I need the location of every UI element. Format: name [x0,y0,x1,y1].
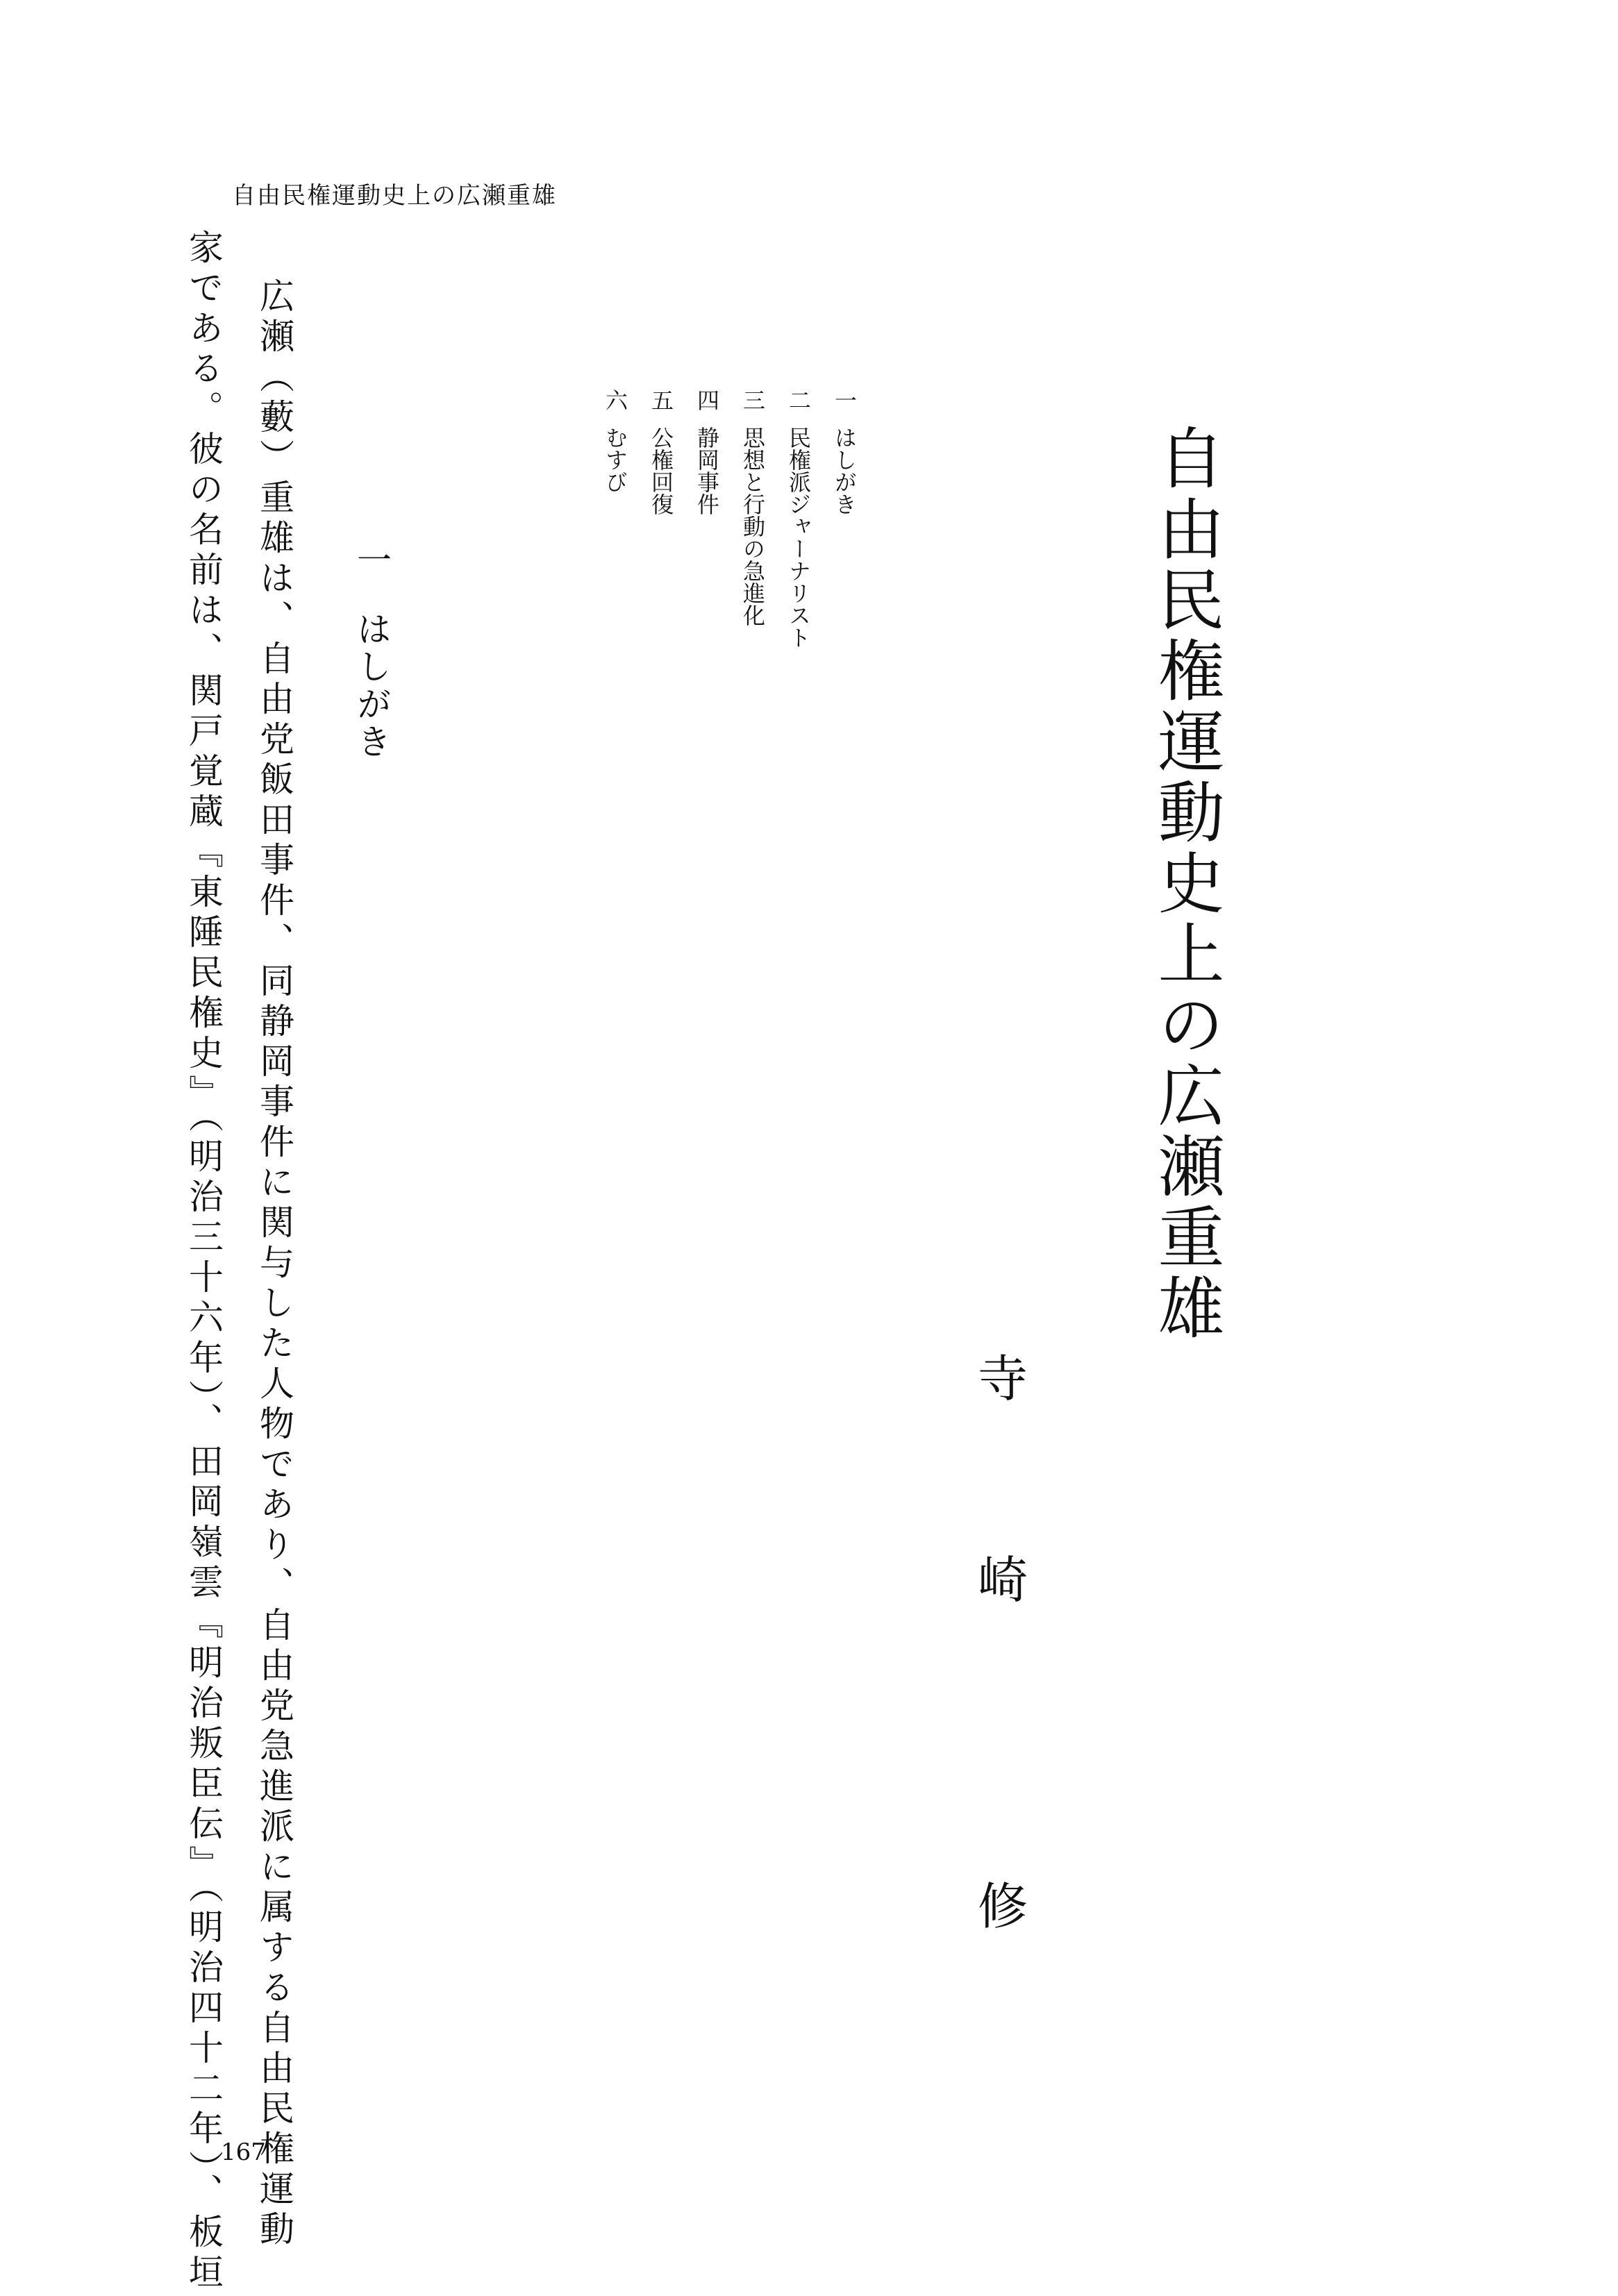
body-text-line: 家である。彼の名前は、関戸覚蔵『東陲民権史』（明治三十六年）、田岡嶺雲『明治叛臣伝』（明治四十二年）、板垣 [183,229,224,2294]
toc-item-number: 一 [831,389,858,411]
toc-item [828,389,861,805]
author-char-2: 崎 [977,1551,1028,1609]
section-number: 一 [351,542,392,579]
toc-item-number: 四 [694,389,720,411]
author-name [965,1350,1028,1944]
toc-item-label: 公権回復 [648,426,674,515]
body-text-line: 広瀬（藪）重雄は、自由党飯田事件、同静岡事件に関与した人物であり、自由党急進派に属する自由民権運動 [254,278,294,2251]
running-head: 自由民権運動史上の広瀬重雄 [232,182,557,210]
toc-item [644,389,678,805]
author-char-1: 寺 [977,1350,1028,1408]
toc-item-label: 民権派ジャーナリスト [785,426,812,648]
toc-item [599,389,632,805]
article-title: 自由民権運動史上の広瀬重雄 [1147,424,1225,1344]
toc-item-label: 思想と行動の急進化 [740,426,766,626]
toc-item-number: 五 [648,389,674,411]
toc-item [736,389,769,805]
toc-item-number: 六 [602,389,628,411]
toc-item-number: 二 [785,389,812,411]
toc-item-number: 三 [740,389,766,411]
section-label: はしがき [351,611,392,761]
toc-item [782,389,815,805]
toc-item-label: はしがき [831,426,858,515]
section-heading [351,542,392,761]
page-number: 167 [221,2138,266,2166]
table-of-contents [562,389,861,805]
toc-item-label: むすび [602,426,628,493]
toc-item [690,389,724,805]
toc-item-label: 静岡事件 [694,426,720,515]
author-char-3: 修 [977,1877,1028,1936]
